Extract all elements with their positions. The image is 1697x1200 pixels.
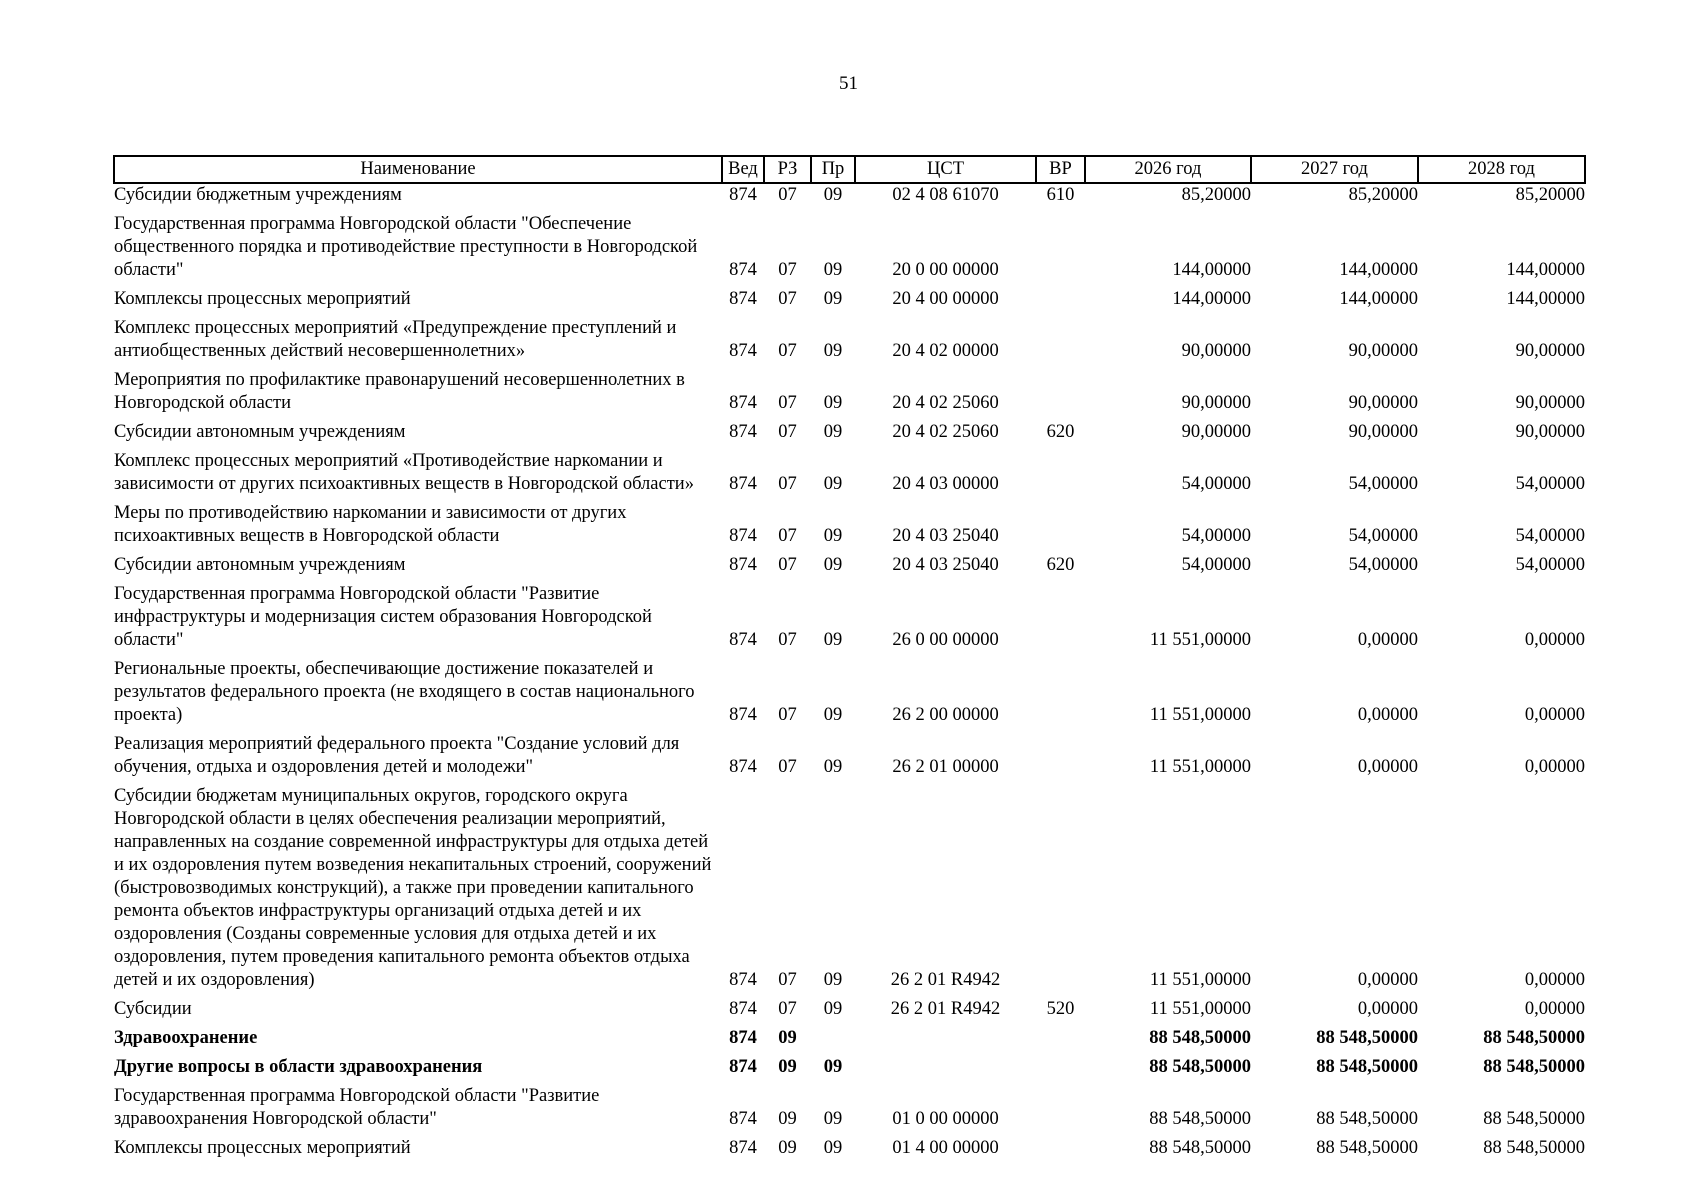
cell-name: Здравоохранение [114, 1028, 258, 1048]
cell-2028: 144,00000 [1506, 260, 1585, 280]
cell-rz: 09 [778, 1057, 797, 1077]
cell-rz: 07 [778, 970, 797, 990]
cell-2028: 90,00000 [1515, 393, 1585, 413]
cell-2027: 0,00000 [1357, 705, 1418, 725]
cell-2027: 85,20000 [1348, 185, 1418, 205]
cell-2028: 0,00000 [1524, 970, 1585, 990]
cell-rz: 07 [778, 705, 797, 725]
cell-cst: 20 0 00 00000 [892, 260, 999, 280]
cell-vr [1036, 652, 1085, 727]
cell-pr: 09 [823, 341, 843, 361]
cell-pr: 09 [823, 999, 843, 1019]
cell-name: Меры по противодействию наркомании и зависимости от других психоактивных веществ в Новгородской области [114, 503, 627, 546]
cell-vr [1036, 282, 1085, 311]
cell-name: Субсидии [114, 999, 192, 1019]
header-ved: Вед [722, 156, 764, 183]
cell-name: Субсидии бюджетам муниципальных округов, городского округа Новгородской области в целях обеспечения реализации мероприятий, направленных на создание современной инфраструктуры для отдыха детей и их оздоровления путем возведения некапитальных строений, сооружений (быстровозводимых конструкций), а также при проведении капитального ремонта объектов инфраструктуры организаций отдыха детей и их оздоровления (Созданы современные условия для отдыха детей и их оздоровления, путем проведения капитального ремонта объектов отдыха детей и их оздоровления) [114, 786, 712, 990]
cell-pr: 09 [823, 1138, 843, 1158]
header-2026: 2026 год [1085, 156, 1251, 183]
cell-vr [1036, 1021, 1085, 1050]
cell-ved: 874 [729, 1109, 757, 1129]
cell-2027: 54,00000 [1348, 474, 1418, 494]
cell-2027: 0,00000 [1357, 757, 1418, 777]
cell-2026: 11 551,00000 [1149, 999, 1251, 1019]
cell-vr [1036, 496, 1085, 548]
header-name: Наименование [114, 156, 722, 183]
table-row [114, 1131, 1585, 1160]
cell-2027: 144,00000 [1339, 260, 1418, 280]
cell-2028: 54,00000 [1515, 474, 1585, 494]
cell-vr: 620 [1046, 422, 1075, 442]
cell-ved: 874 [729, 999, 757, 1019]
cell-rz: 07 [778, 526, 797, 546]
table-row [114, 1050, 1585, 1079]
table-row [114, 1079, 1585, 1131]
cell-2026: 88 548,50000 [1149, 1028, 1251, 1048]
cell-rz: 07 [778, 422, 797, 442]
cell-pr: 09 [823, 630, 843, 650]
cell-ved: 874 [729, 970, 757, 990]
cell-2028: 88 548,50000 [1483, 1109, 1585, 1129]
cell-pr: 09 [823, 526, 843, 546]
table-row [114, 207, 1585, 282]
cell-name: Реализация мероприятий федерального проекта "Создание условий для обучения, отдыха и оздоровления детей и молодежи" [114, 734, 680, 777]
cell-2028: 88 548,50000 [1483, 1138, 1585, 1158]
cell-pr: 09 [823, 970, 843, 990]
cell-2027: 54,00000 [1348, 555, 1418, 575]
cell-name: Комплекс процессных мероприятий «Предупреждение преступлений и антиобщественных действий несовершеннолетних» [114, 318, 677, 361]
cell-ved: 874 [729, 1028, 757, 1048]
cell-vr [1036, 363, 1085, 415]
cell-vr [1036, 1079, 1085, 1131]
cell-rz: 07 [778, 289, 797, 309]
cell-cst: 20 4 03 00000 [892, 474, 999, 494]
cell-2028: 88 548,50000 [1483, 1057, 1585, 1077]
cell-vr [1036, 207, 1085, 282]
cell-2026: 144,00000 [1172, 260, 1251, 280]
cell-2026: 11 551,00000 [1149, 970, 1251, 990]
table-row [114, 444, 1585, 496]
cell-vr [1036, 779, 1085, 992]
cell-pr: 09 [823, 555, 843, 575]
cell-2027: 88 548,50000 [1316, 1057, 1418, 1077]
cell-vr: 520 [1046, 999, 1075, 1019]
header-2028: 2028 год [1418, 156, 1585, 183]
cell-cst [855, 1050, 1036, 1079]
cell-pr: 09 [823, 260, 843, 280]
cell-cst: 26 0 00 00000 [892, 630, 999, 650]
cell-name: Комплексы процессных мероприятий [114, 289, 411, 309]
cell-name: Государственная программа Новгородской области "Развитие инфраструктуры и модернизация систем образования Новгородской области" [114, 584, 652, 650]
table-row [114, 496, 1585, 548]
cell-pr: 09 [823, 1109, 843, 1129]
cell-2028: 0,00000 [1524, 630, 1585, 650]
cell-pr: 09 [823, 474, 843, 494]
page-number: 51 [839, 73, 858, 94]
cell-2026: 85,20000 [1181, 185, 1251, 205]
cell-ved: 874 [729, 630, 757, 650]
cell-rz: 07 [778, 341, 797, 361]
cell-ved: 874 [729, 555, 757, 575]
header-rz: РЗ [764, 156, 811, 183]
cell-cst: 01 4 00 00000 [892, 1138, 999, 1158]
cell-2028: 54,00000 [1515, 526, 1585, 546]
cell-cst [855, 1021, 1036, 1050]
table-header-row [114, 156, 1585, 183]
cell-ved: 874 [729, 705, 757, 725]
cell-2027: 90,00000 [1348, 341, 1418, 361]
cell-cst: 20 4 03 25040 [892, 555, 999, 575]
cell-2026: 54,00000 [1181, 526, 1251, 546]
header-cst: ЦСТ [855, 156, 1036, 183]
cell-cst: 26 2 01 R4942 [890, 970, 1001, 990]
table-row [114, 992, 1585, 1021]
cell-ved: 874 [729, 341, 757, 361]
cell-cst: 02 4 08 61070 [892, 185, 999, 205]
header-2027: 2027 год [1251, 156, 1418, 183]
cell-vr [1036, 727, 1085, 779]
cell-2026: 11 551,00000 [1149, 630, 1251, 650]
budget-table [113, 155, 1586, 1160]
cell-rz: 07 [778, 630, 797, 650]
cell-rz: 07 [778, 260, 797, 280]
cell-vr [1036, 444, 1085, 496]
cell-cst: 20 4 02 00000 [892, 341, 999, 361]
cell-cst: 20 4 03 25040 [892, 526, 999, 546]
cell-2027: 88 548,50000 [1316, 1138, 1418, 1158]
cell-name: Комплексы процессных мероприятий [114, 1138, 411, 1158]
cell-ved: 874 [729, 393, 757, 413]
table-row [114, 415, 1585, 444]
cell-pr: 09 [823, 422, 843, 442]
cell-cst: 20 4 02 25060 [892, 393, 999, 413]
cell-cst: 26 2 01 00000 [892, 757, 999, 777]
cell-ved: 874 [729, 757, 757, 777]
table-row [114, 1021, 1585, 1050]
cell-vr [1036, 1050, 1085, 1079]
cell-vr: 610 [1046, 185, 1075, 205]
cell-2026: 54,00000 [1181, 474, 1251, 494]
cell-ved: 874 [729, 289, 757, 309]
cell-2028: 90,00000 [1515, 422, 1585, 442]
table-row [114, 652, 1585, 727]
cell-2028: 0,00000 [1524, 999, 1585, 1019]
cell-cst: 20 4 02 25060 [892, 422, 999, 442]
cell-2028: 0,00000 [1524, 705, 1585, 725]
table-row [114, 311, 1585, 363]
cell-2026: 144,00000 [1172, 289, 1251, 309]
cell-vr [1036, 311, 1085, 363]
cell-rz: 07 [778, 555, 797, 575]
cell-rz: 09 [778, 1109, 797, 1129]
cell-rz: 07 [778, 474, 797, 494]
cell-pr: 09 [823, 393, 843, 413]
cell-2027: 0,00000 [1357, 630, 1418, 650]
cell-cst: 26 2 00 00000 [892, 705, 999, 725]
cell-2028: 85,20000 [1515, 185, 1585, 205]
cell-pr: 09 [823, 757, 843, 777]
header-vr: ВР [1036, 156, 1085, 183]
table-body [114, 183, 1585, 1160]
cell-pr: 09 [823, 185, 843, 205]
cell-ved: 874 [729, 1057, 757, 1077]
cell-2026: 90,00000 [1181, 393, 1251, 413]
cell-pr [811, 1021, 855, 1050]
cell-rz: 07 [778, 757, 797, 777]
header-pr: Пр [811, 156, 855, 183]
cell-name: Мероприятия по профилактике правонарушений несовершеннолетних в Новгородской области [114, 370, 685, 413]
cell-vr: 620 [1046, 555, 1075, 575]
cell-2026: 11 551,00000 [1149, 757, 1251, 777]
cell-2028: 90,00000 [1515, 341, 1585, 361]
cell-2027: 90,00000 [1348, 393, 1418, 413]
cell-2026: 88 548,50000 [1149, 1057, 1251, 1077]
cell-pr: 09 [823, 705, 843, 725]
cell-2027: 0,00000 [1357, 999, 1418, 1019]
cell-ved: 874 [729, 422, 757, 442]
cell-2028: 54,00000 [1515, 555, 1585, 575]
cell-name: Региональные проекты, обеспечивающие достижение показателей и результатов федерального проекта (не входящего в состав национального проекта) [114, 659, 695, 725]
cell-ved: 874 [729, 1138, 757, 1158]
cell-pr: 09 [823, 289, 843, 309]
cell-name: Государственная программа Новгородской области "Обеспечение общественного порядка и противодействие преступности в Новгородской области" [114, 214, 698, 280]
cell-2027: 54,00000 [1348, 526, 1418, 546]
table-row [114, 727, 1585, 779]
cell-name: Субсидии автономным учреждениям [114, 555, 406, 575]
cell-name: Субсидии автономным учреждениям [114, 422, 406, 442]
cell-vr [1036, 1131, 1085, 1160]
cell-ved: 874 [729, 526, 757, 546]
cell-2027: 90,00000 [1348, 422, 1418, 442]
table-row [114, 282, 1585, 311]
cell-2027: 0,00000 [1357, 970, 1418, 990]
cell-name: Государственная программа Новгородской области "Развитие здравоохранения Новгородской области" [114, 1086, 600, 1129]
cell-cst: 20 4 00 00000 [892, 289, 999, 309]
cell-name: Другие вопросы в области здравоохранения [114, 1057, 483, 1077]
cell-2027: 88 548,50000 [1316, 1028, 1418, 1048]
cell-ved: 874 [729, 185, 757, 205]
table-row [114, 183, 1585, 207]
table-row [114, 779, 1585, 992]
cell-cst: 26 2 01 R4942 [890, 999, 1001, 1019]
cell-2028: 88 548,50000 [1483, 1028, 1585, 1048]
cell-2026: 54,00000 [1181, 555, 1251, 575]
cell-2026: 90,00000 [1181, 341, 1251, 361]
table-row [114, 577, 1585, 652]
cell-vr [1036, 577, 1085, 652]
cell-name: Комплекс процессных мероприятий «Противодействие наркомании и зависимости от других психоактивных веществ в Новгородской области» [114, 451, 694, 494]
cell-2026: 88 548,50000 [1149, 1138, 1251, 1158]
cell-ved: 874 [729, 260, 757, 280]
cell-pr: 09 [823, 1057, 843, 1077]
cell-ved: 874 [729, 474, 757, 494]
cell-rz: 07 [778, 393, 797, 413]
cell-rz: 07 [778, 185, 797, 205]
cell-2026: 11 551,00000 [1149, 705, 1251, 725]
cell-2028: 0,00000 [1524, 757, 1585, 777]
cell-rz: 07 [778, 999, 797, 1019]
cell-rz: 09 [778, 1028, 797, 1048]
cell-cst: 01 0 00 00000 [892, 1109, 999, 1129]
cell-2026: 88 548,50000 [1149, 1109, 1251, 1129]
cell-2027: 88 548,50000 [1316, 1109, 1418, 1129]
cell-name: Субсидии бюджетным учреждениям [114, 185, 402, 205]
table-row [114, 548, 1585, 577]
table-row [114, 363, 1585, 415]
cell-rz: 09 [778, 1138, 797, 1158]
cell-2026: 90,00000 [1181, 422, 1251, 442]
cell-2028: 144,00000 [1506, 289, 1585, 309]
cell-2027: 144,00000 [1339, 289, 1418, 309]
